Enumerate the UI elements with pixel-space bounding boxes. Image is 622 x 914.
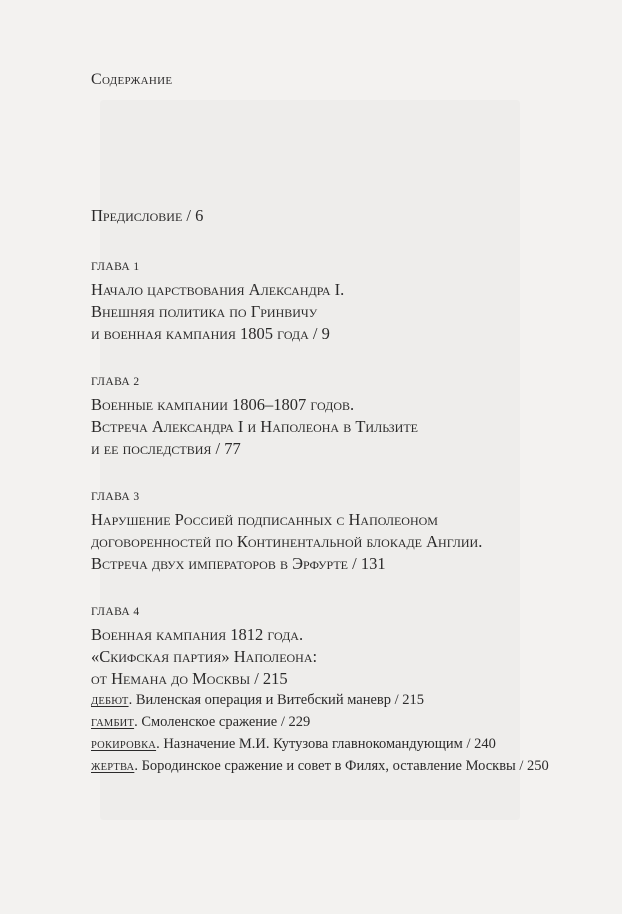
- chapter-label: ГЛАВА 3: [91, 491, 140, 503]
- chapter-title-line: Военная кампания 1812 года.: [91, 625, 304, 644]
- chapter-title-line: и ее последствия / 77: [91, 439, 241, 458]
- section-entry-debut[interactable]: [91, 690, 591, 712]
- section-text: . Назначение М.И. Кутузова главнокомандующим / 240: [156, 736, 496, 752]
- chapter-title-line: Встреча двух императоров в Эрфурте / 131: [91, 554, 386, 573]
- section-entry-sacrifice[interactable]: [91, 756, 591, 778]
- table-of-contents: [91, 205, 591, 805]
- chapter-label: ГЛАВА 4: [91, 606, 140, 618]
- chapter-3[interactable]: [91, 487, 591, 575]
- chapter-title-line: Нарушение Россией подписанных с Наполеоном: [91, 510, 438, 529]
- chapter-1[interactable]: [91, 257, 591, 345]
- chapter-title-line: от Немана до Москвы / 215: [91, 669, 288, 688]
- section-term: ДЕБЮТ: [91, 696, 129, 707]
- chapter-title-line: «Скифская партия» Наполеона:: [91, 647, 318, 666]
- section-term: ЖЕРТВА: [91, 762, 135, 773]
- chapter-title-line: Военные кампании 1806–1807 годов.: [91, 395, 355, 414]
- chapter-label: ГЛАВА 2: [91, 376, 140, 388]
- section-term: РОКИРОВКА: [91, 740, 157, 751]
- chapter-2[interactable]: [91, 372, 591, 460]
- chapter-title-line: и военная кампания 1805 года / 9: [91, 324, 330, 343]
- section-entry-castling[interactable]: [91, 734, 591, 756]
- toc-entry-preface[interactable]: Предисловие / 6: [91, 206, 204, 225]
- chapter-4[interactable]: [91, 602, 591, 778]
- section-text: . Виленская операция и Витебский маневр / 215: [128, 692, 425, 708]
- chapter-title-line: Внешняя политика по Гринвичу: [91, 302, 318, 321]
- section-term: ГАМБИТ: [91, 718, 135, 729]
- section-text: . Бородинское сражение и совет в Филях, оставление Москвы / 250: [134, 758, 549, 774]
- chapter-title-line: договоренностей по Континентальной блокаде Англии.: [91, 532, 483, 551]
- page-title: Содержание: [91, 71, 173, 88]
- chapter-label: ГЛАВА 1: [91, 261, 140, 273]
- preface-title: Предисловие: [91, 206, 183, 225]
- section-text: . Смоленское сражение / 229: [134, 714, 311, 730]
- preface-page: 6: [195, 206, 204, 225]
- chapter-title-line: Начало царствования Александра I.: [91, 280, 345, 299]
- chapter-title-line: Встреча Александра I и Наполеона в Тильзите: [91, 417, 418, 436]
- section-entry-gambit[interactable]: [91, 712, 591, 734]
